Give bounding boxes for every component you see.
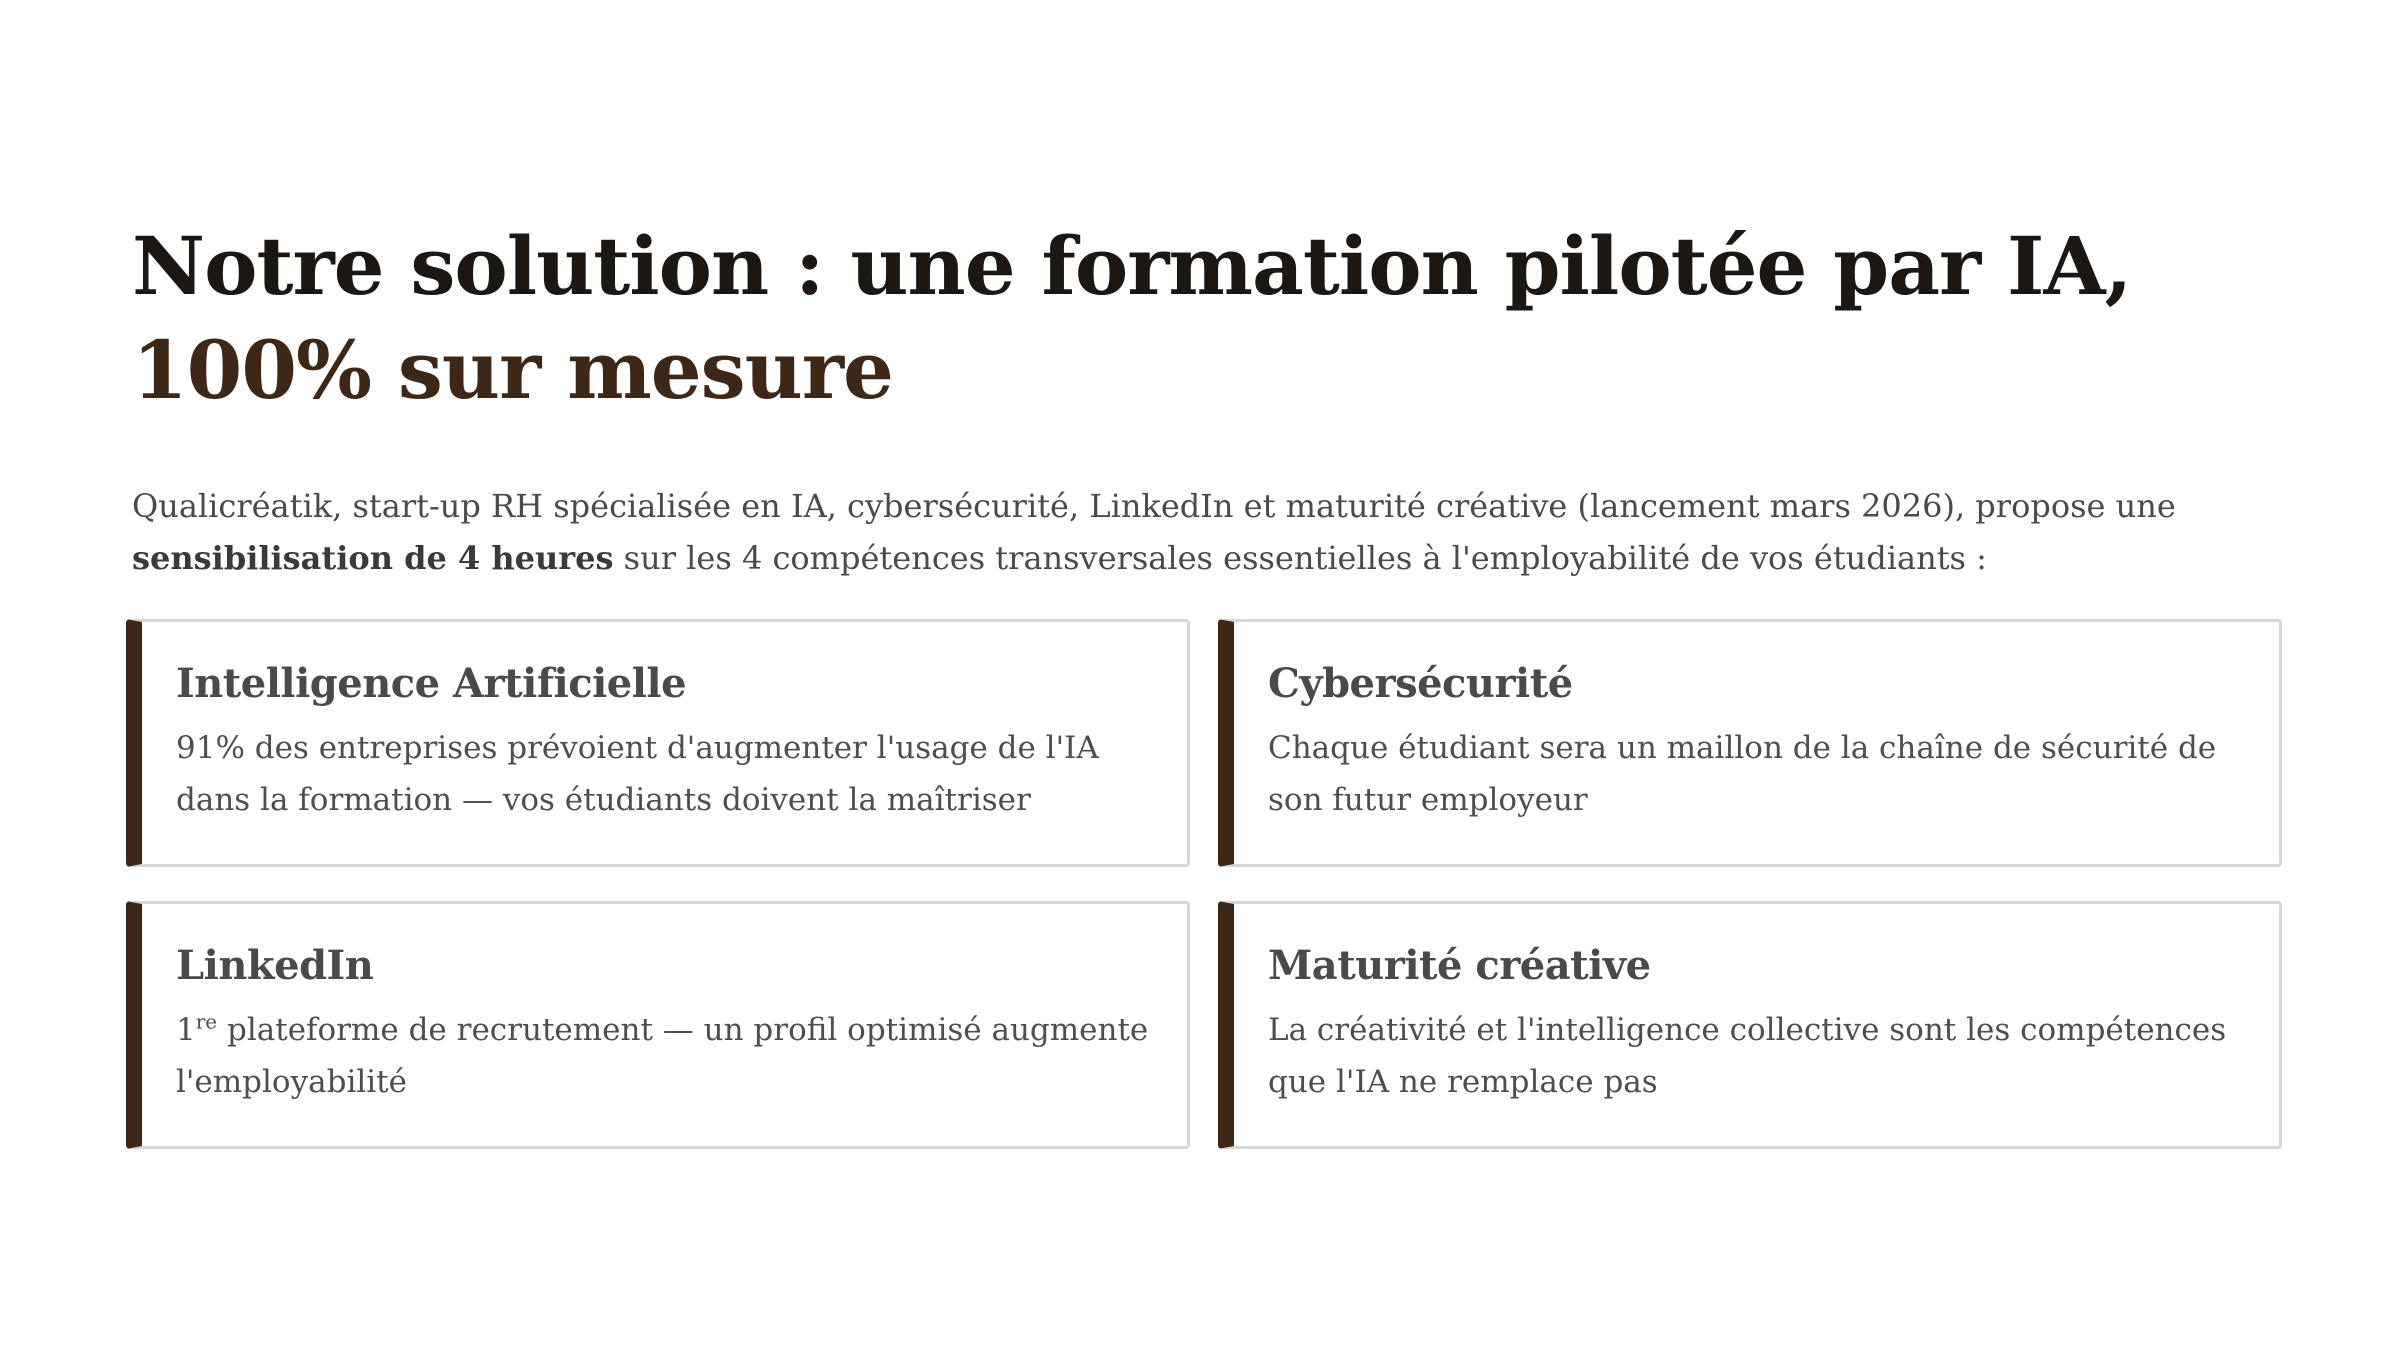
intro-paragraph [132, 480, 2282, 584]
card-text: 91% des entreprises prévoient d'augmenter l'usage de l'IA dans la formation — vos étudiants doivent la maîtriser [176, 730, 1099, 818]
slide-title [132, 214, 2282, 422]
card-title: Intelligence Artificielle [176, 660, 687, 707]
card-text [176, 1004, 1151, 1108]
card-linkedin [126, 901, 1190, 1149]
card-text-body: plateforme de recrutement — un profil optimisé augmente l'employabilité [176, 1012, 1149, 1100]
intro-bold-text: sensibilisation de 4 heures [132, 539, 614, 577]
slide-title-highlight: 100% sur mesure [132, 323, 893, 417]
card-title: Maturité créative [1268, 942, 1651, 989]
intro-text-end: sur les 4 compétences transversales essentielles à l'employabilité de vos étudiants : [613, 539, 1987, 577]
card-intelligence-artificielle [126, 619, 1190, 867]
card-title: LinkedIn [176, 942, 374, 989]
slide-title-main: Notre solution : une formation pilotée par IA, [132, 219, 2132, 313]
card-text: Chaque étudiant sera un maillon de la chaîne de sécurité de son futur employeur [1268, 730, 2217, 818]
intro-text-start: Qualicréatik, start-up RH spécialisée en IA, cybersécurité, LinkedIn et maturité créative (lancement mars 2026), propose une [132, 487, 2176, 525]
card-text-ordinal: 1 [176, 1012, 196, 1048]
card-text-ordinal-suffix: re [195, 1009, 218, 1034]
card-maturite-creative [1218, 901, 2282, 1149]
card-text: La créativité et l'intelligence collective sont les compétences que l'IA ne remplace pas [1268, 1012, 2227, 1100]
card-cybersecurite [1218, 619, 2282, 867]
card-title: Cybersécurité [1268, 660, 1573, 707]
